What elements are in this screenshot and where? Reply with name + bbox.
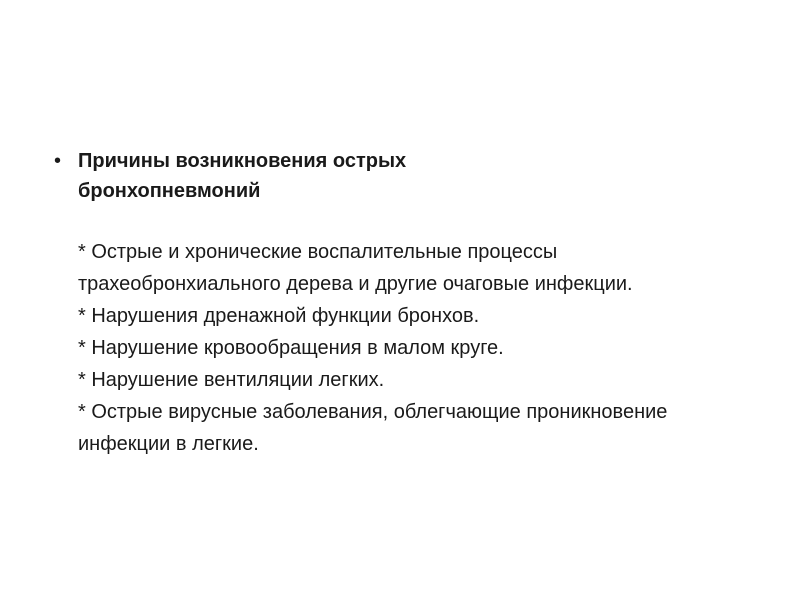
cause-list <box>78 236 738 460</box>
bullet-dot: • <box>54 150 62 172</box>
cause-item-inflammation: * Острые и хронические воспалительные процессы трахеобронхиального дерева и другие очаговые инфекции. <box>78 241 633 295</box>
cause-item-viral: * Острые вирусные заболевания, облегчающие проникновение инфекции в легкие. <box>78 401 668 455</box>
slide-heading <box>78 146 738 206</box>
cause-item-ventilation: * Нарушение вентиляции легких. <box>78 369 385 391</box>
heading-line-2: бронхопневмоний <box>78 180 261 202</box>
cause-item-drainage: * Нарушения дренажной функции бронхов. <box>78 305 480 327</box>
cause-item-circulation: * Нарушение кровообращения в малом круге. <box>78 337 504 359</box>
heading-line-1: Причины возникновения острых <box>78 150 407 172</box>
bullet-content <box>78 140 738 460</box>
